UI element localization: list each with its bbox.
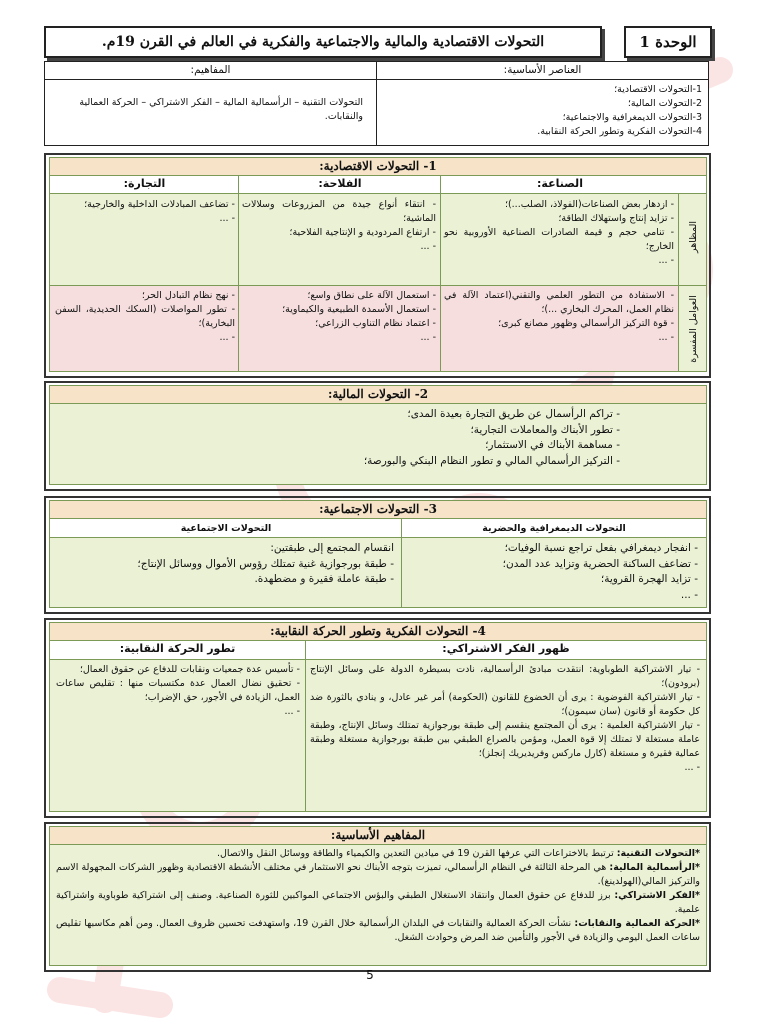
- trade-aspects: - تضاعف المبادلات الداخلية والخارجية؛ - ...: [84, 199, 235, 224]
- concepts-text: التحولات التقنية – الرأسمالية المالية – الفكر الاشتراكي – الحركة العمالية والنقابات.: [79, 97, 363, 122]
- page-title: التحولات الاقتصادية والمالية والاجتماعية والفكرية في العالم في القرن 19م.: [101, 34, 545, 50]
- concept-item: *الحركة العمالية والنقابات: نشأت الحركة العمالية والنقابات في البلدان الرأسمالية خلال القرن 19، واستهدفت تحسين ظروف العمال. ومن أهم مكاسبها تقليص ساعات العمل اليومي والزيادة في الأجور والتأمين ضد المرض وحوادث الشغل.: [56, 918, 700, 943]
- list-item: 3-التحولات الديمغرافية والاجتماعية؛: [562, 112, 702, 123]
- financial-inner: [49, 385, 707, 485]
- trade-factors: - نهج نظام التبادل الحر؛ - تطور المواصلات (السكك الحديدية، السفن البخارية)؛ - ...: [55, 290, 235, 343]
- col-demographic: التحولات الديمغرافية والحضرية: [482, 523, 626, 534]
- concepts-title: المفاهيم الأساسية:: [50, 827, 706, 845]
- financial-title: 2- التحولات المالية:: [50, 386, 706, 404]
- elements-table: [44, 61, 709, 146]
- concepts-inner: [49, 826, 707, 966]
- col-agriculture: الفلاحة:: [240, 176, 440, 192]
- economic-inner: [49, 157, 707, 372]
- list-item: 1-التحولات الاقتصادية؛: [614, 84, 702, 95]
- social-list: انقسام المجتمع إلى طبقتين: - طبقة بورجوازية غنية تمتلك رؤوس الأموال ووسائل الإنتاج؛ - طبقة عاملة فقيرة و مضطهدة.: [137, 542, 394, 585]
- unit-label: الوحدة 1: [639, 33, 697, 51]
- demographic-list: - انفجار ديمغرافي بفعل تراجع نسبة الوفيات؛ - تضاعف الساكنة الحضرية وتزايد عدد المدن؛ - تزايد الهجرة القروية؛ - ...: [502, 542, 698, 601]
- col-socialism: ظهور الفكر الاشتراكي:: [442, 642, 570, 655]
- row-label-factors: العوامل المفسرة: [688, 295, 699, 363]
- page-number: 5: [366, 968, 374, 982]
- col-social: التحولات الاجتماعية: [180, 523, 272, 534]
- row-label-aspects: المظاهر: [688, 221, 699, 253]
- economic-title: 1- التحولات الاقتصادية:: [50, 158, 706, 176]
- unions-list: - تأسيس عدة جمعيات ونقابات للدفاع عن حقوق العمال؛ - تحقيق نضال العمال عدة مكتسبات منها : تقليص ساعات العمل، الزيادة في الأجور، حق الإضراب؛ - ...: [56, 664, 300, 717]
- agriculture-factors: - استعمال الآلة على نطاق واسع؛ - استعمال الأسمدة الطبيعية والكيماوية؛ - اعتماد نظام التناوب الزراعي؛ - ...: [282, 290, 436, 343]
- industry-aspects: - ازدهار بعض الصناعات(الفولاذ، الصلب...)؛ - تزايد إنتاج واستهلاك الطاقة؛ - تنامي حجم و قيمة الصادرات الصناعية الأوروبية نحو الخارج؛ - ...: [444, 199, 674, 266]
- concepts-heading: المفاهيم:: [190, 64, 231, 76]
- elements-list: [384, 83, 702, 139]
- col-trade: التجارة:: [51, 176, 238, 192]
- social-inner: [49, 500, 707, 608]
- list-item: 2-التحولات المالية؛: [627, 98, 702, 109]
- agriculture-aspects: - انتقاء أنواع جيدة من المزروعات وسلالات الماشية؛ - ارتفاع المردودية و الإنتاجية الفلاحية؛ - ...: [242, 199, 436, 252]
- industry-factors: - الاستفادة من التطور العلمي والتقني(اعتماد الآلة في نظام العمل، المحرك البخاري ...)؛ - قوة التركيز الرأسمالي وظهور مصانع كبرى؛ - ...: [444, 290, 674, 343]
- concept-item: *الفكر الاشتراكي: برز للدفاع عن حقوق العمال وانتقاد الاستغلال الطبقي والبؤس الاجتماعي المواكبين للثورة الصناعية. وصنف إلى اشتراكية طوباوية واشتراكية علمية.: [56, 890, 700, 915]
- concept-item: *التحولات التقنية: ترتبط بالاختراعات التي عرفها القرن 19 في ميادين التعدين والكيمياء والطاقة ووسائل النقل والاتصال.: [216, 848, 700, 859]
- page-title-box: [44, 26, 602, 58]
- concepts-list: [56, 847, 700, 945]
- col-industry: الصناعة:: [442, 176, 678, 192]
- unit-label-box: [624, 26, 712, 58]
- list-item: 4-التحولات الفكرية وتطور الحركة النقابية.: [537, 126, 702, 137]
- col-unions: تطور الحركة النقابية:: [119, 642, 236, 655]
- social-title: 3- التحولات الاجتماعية:: [50, 501, 706, 519]
- elements-heading: العناصر الأساسية:: [503, 64, 582, 76]
- intellectual-inner: [49, 622, 707, 812]
- socialism-list: - تيار الاشتراكية الطوباوية: انتقدت مبادئ الرأسمالية، نادت بسيطرة الدولة على وسائل الإنتاج (برودون)؛ - تيار الاشتراكية الفوضوية : يرى أن الخضوع للقانون (الحكومة) أمر غير عادل، و ينادي بالثورة ضد كل حكومة أو قانون (سان سيمون)؛ - تيار الاشتراكية العلمية : يرى أن المجتمع ينقسم إلى طبقة بورجوازية تمتلك وسائل الإنتاج، وطبقة عاملة مستغلة لا تمتلك إلا قوة العمل، ومؤمن بالصراع الطبقي بين طبقة بورجوازية مستغلة وطبقة عمالية فقيرة و مستغلة (كارل ماركس وفريديريك إنجلز)؛ - ...: [310, 664, 700, 773]
- financial-list: - تراكم الرأسمال عن طريق التجارة بعيدة المدى؛ - تطور الأبناك والمعاملات التجارية؛ - مساهمة الأبناك في الاستثمار؛ - التركيز الرأسمالي المالي و تطور النظام البنكي والبورصة؛: [363, 408, 620, 467]
- intellectual-title: 4- التحولات الفكرية وتطور الحركة النقابية:: [50, 623, 706, 641]
- concept-item: *الرأسمالية المالية: هي المرحلة الثالثة في النظام الرأسمالي، تميزت بتوجه الأبناك نحو الاستثمار في مختلف الأنشطة الاقتصادية وظهور الشركات المجهولة الاسم والتركيز المالي(الهولدينغ).: [56, 862, 700, 887]
